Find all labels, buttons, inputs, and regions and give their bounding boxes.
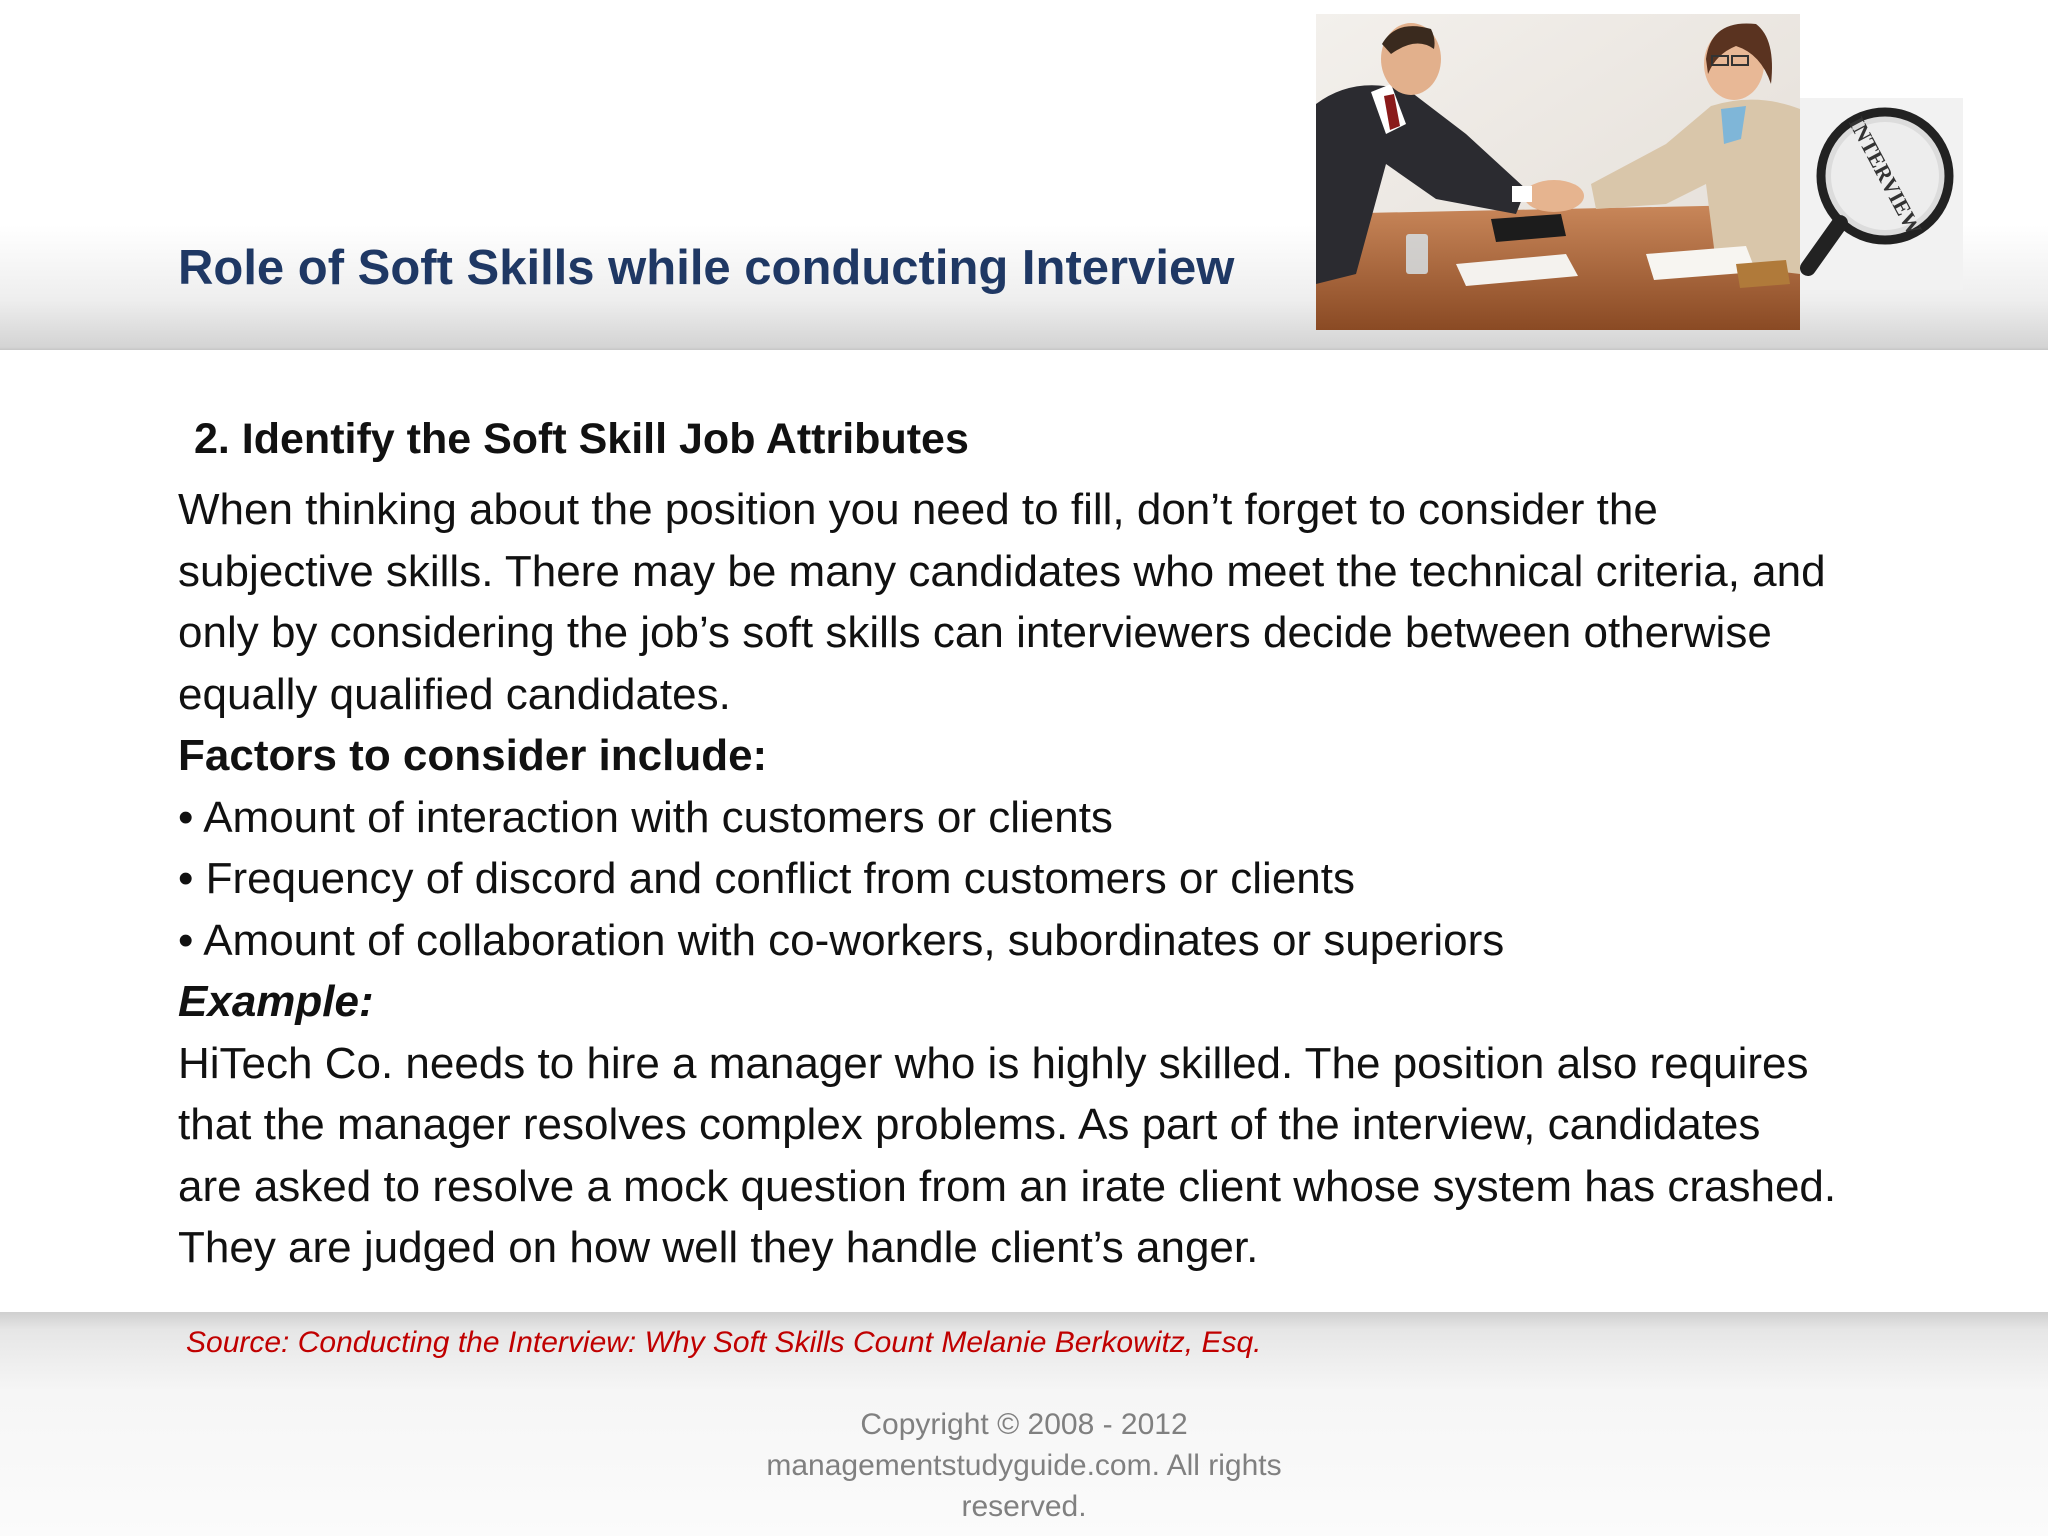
main-content bbox=[178, 412, 1978, 1279]
example-line: are asked to resolve a mock question from an irate client whose system has crashed. bbox=[178, 1161, 1837, 1211]
intro-paragraph bbox=[178, 479, 1978, 725]
intro-line: subjective skills. There may be many candidates who meet the technical criteria, and bbox=[178, 546, 1826, 596]
example-line: that the manager resolves complex problems. As part of the interview, candidates bbox=[178, 1100, 1761, 1150]
copyright-line: Copyright © 2008 - 2012 bbox=[860, 1408, 1188, 1441]
magnifier-interview-icon bbox=[1800, 98, 1963, 290]
copyright-notice bbox=[724, 1404, 1324, 1527]
section-heading: 2. Identify the Soft Skill Job Attributes bbox=[194, 415, 969, 463]
factor-item: • Amount of collaboration with co-workers, subordinates or superiors bbox=[178, 910, 1978, 972]
interview-handshake-photo bbox=[1316, 14, 1800, 330]
slide-title: Role of Soft Skills while conducting Interview bbox=[178, 241, 1235, 295]
source-citation: Source: Conducting the Interview: Why Soft Skills Count Melanie Berkowitz, Esq. bbox=[186, 1326, 1262, 1359]
factor-item: • Amount of interaction with customers or clients bbox=[178, 787, 1978, 849]
intro-line: equally qualified candidates. bbox=[178, 669, 731, 719]
factor-item: • Frequency of discord and conflict from customers or clients bbox=[178, 848, 1978, 910]
intro-line: When thinking about the position you need to fill, don’t forget to consider the bbox=[178, 485, 1658, 535]
example-paragraph bbox=[178, 1033, 1978, 1279]
magnifier-label: INTERVIEW bbox=[1843, 112, 1928, 240]
copyright-line: reserved. bbox=[961, 1490, 1087, 1523]
example-line: HiTech Co. needs to hire a manager who is highly skilled. The position also requires bbox=[178, 1038, 1809, 1088]
intro-line: only by considering the job’s soft skills can interviewers decide between otherwise bbox=[178, 608, 1772, 658]
factors-list bbox=[178, 787, 1978, 972]
example-heading: Example: bbox=[178, 977, 374, 1027]
copyright-line: managementstudyguide.com. All rights bbox=[766, 1449, 1282, 1482]
example-line: They are judged on how well they handle client’s anger. bbox=[178, 1223, 1259, 1273]
factors-heading: Factors to consider include: bbox=[178, 731, 768, 781]
